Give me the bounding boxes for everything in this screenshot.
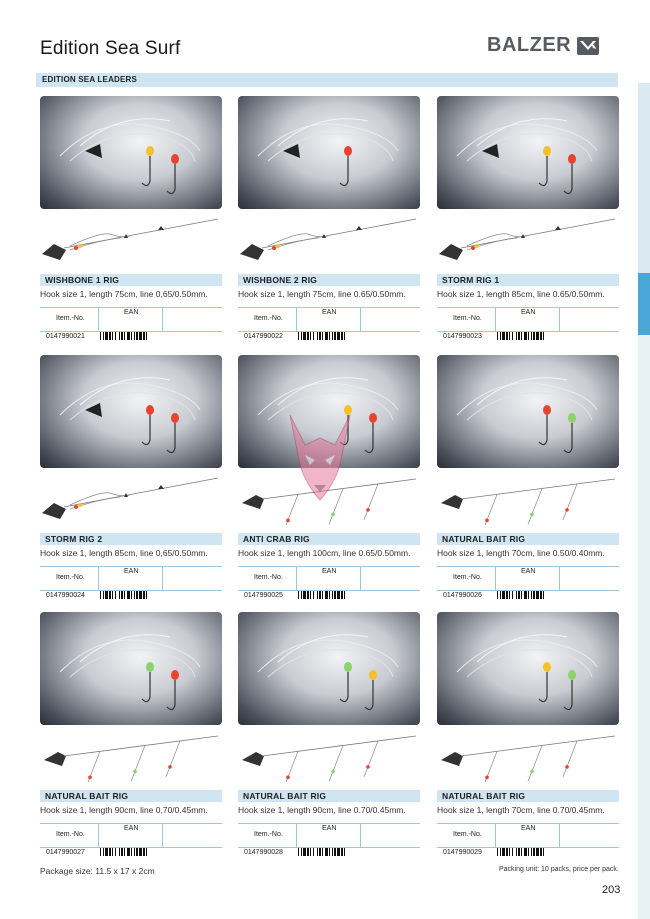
table-divider bbox=[360, 823, 361, 848]
side-tab-active bbox=[638, 273, 650, 335]
product-title-bar bbox=[40, 790, 222, 802]
product-description: Hook size 1, length 75cm, line 0,65/0.50mm. bbox=[40, 289, 208, 299]
product-description: Hook size 1, length 100cm, line 0.65/0.50mm. bbox=[238, 548, 411, 558]
product-title: NATURAL BAIT RIG bbox=[45, 791, 129, 801]
table-divider bbox=[559, 307, 560, 332]
page-number: 203 bbox=[602, 884, 621, 896]
product-title-bar bbox=[40, 533, 222, 545]
item-number: 0147990022 bbox=[244, 333, 283, 340]
table-rule bbox=[40, 566, 222, 567]
item-no-label: Item.-No. bbox=[453, 315, 482, 322]
item-number: 0147990027 bbox=[46, 849, 85, 856]
rig-diagram bbox=[40, 726, 222, 782]
product-info-table bbox=[238, 307, 420, 340]
item-number: 0147990021 bbox=[46, 333, 85, 340]
item-number: 0147990028 bbox=[244, 849, 283, 856]
table-divider bbox=[296, 307, 297, 332]
table-divider bbox=[495, 307, 496, 332]
rig-diagram bbox=[40, 469, 222, 525]
table-rule bbox=[238, 307, 420, 308]
package-size: Package size: 11.5 x 17 x 2cm bbox=[40, 866, 155, 876]
ean-barcode bbox=[100, 589, 162, 600]
product-photo bbox=[238, 96, 420, 209]
ean-label: EAN bbox=[124, 568, 139, 575]
product-title: WISHBONE 2 RIG bbox=[243, 275, 318, 285]
item-no-label: Item.-No. bbox=[56, 574, 85, 581]
item-number: 0147990024 bbox=[46, 592, 85, 599]
product-card bbox=[437, 355, 619, 605]
rig-diagram bbox=[437, 469, 619, 525]
ean-label: EAN bbox=[124, 825, 139, 832]
ean-barcode bbox=[497, 846, 559, 857]
product-info-table bbox=[40, 566, 222, 599]
product-info-table bbox=[40, 307, 222, 340]
rig-diagram bbox=[238, 726, 420, 782]
product-photo bbox=[238, 612, 420, 725]
table-rule bbox=[437, 566, 619, 567]
product-info-table bbox=[437, 823, 619, 856]
item-number: 0147990023 bbox=[443, 333, 482, 340]
rig-diagram bbox=[238, 210, 420, 266]
ean-label: EAN bbox=[322, 568, 337, 575]
table-divider bbox=[98, 307, 99, 332]
product-title-bar bbox=[437, 533, 619, 545]
item-no-label: Item.-No. bbox=[254, 831, 283, 838]
item-number: 0147990026 bbox=[443, 592, 482, 599]
product-description: Hook size 1, length 85cm, line 0,65/0.50mm. bbox=[40, 548, 208, 558]
section-header bbox=[36, 73, 618, 87]
product-title-bar bbox=[437, 790, 619, 802]
product-photo bbox=[40, 612, 222, 725]
ean-barcode bbox=[100, 330, 162, 341]
section-title: EDITION SEA LEADERS bbox=[42, 75, 138, 84]
product-card bbox=[238, 612, 420, 862]
product-card bbox=[238, 96, 420, 346]
table-divider bbox=[360, 566, 361, 591]
table-divider bbox=[296, 566, 297, 591]
product-photo bbox=[40, 355, 222, 468]
brand-name: BALZER bbox=[487, 34, 572, 56]
product-photo bbox=[437, 96, 619, 209]
product-title: NATURAL BAIT RIG bbox=[442, 534, 526, 544]
table-divider bbox=[98, 566, 99, 591]
product-title: ANTI CRAB RIG bbox=[243, 534, 310, 544]
fox-watermark-icon bbox=[280, 410, 360, 505]
brand-logo bbox=[487, 34, 599, 57]
product-info-table bbox=[238, 823, 420, 856]
product-info-table bbox=[40, 823, 222, 856]
product-title-bar bbox=[40, 274, 222, 286]
ean-label: EAN bbox=[322, 825, 337, 832]
product-photo bbox=[40, 96, 222, 209]
product-card bbox=[437, 612, 619, 862]
table-divider bbox=[296, 823, 297, 848]
ean-label: EAN bbox=[521, 309, 536, 316]
ean-barcode bbox=[298, 589, 360, 600]
ean-label: EAN bbox=[521, 825, 536, 832]
item-no-label: Item.-No. bbox=[453, 831, 482, 838]
item-no-label: Item.-No. bbox=[254, 574, 283, 581]
rig-diagram bbox=[40, 210, 222, 266]
product-info-table bbox=[437, 566, 619, 599]
table-divider bbox=[495, 566, 496, 591]
table-divider bbox=[559, 823, 560, 848]
ean-barcode bbox=[100, 846, 162, 857]
table-divider bbox=[162, 307, 163, 332]
item-number: 0147990029 bbox=[443, 849, 482, 856]
item-number: 0147990025 bbox=[244, 592, 283, 599]
product-title-bar bbox=[238, 533, 420, 545]
balzer-fish-logo-icon bbox=[577, 37, 599, 55]
product-info-table bbox=[238, 566, 420, 599]
item-no-label: Item.-No. bbox=[56, 831, 85, 838]
table-divider bbox=[495, 823, 496, 848]
ean-label: EAN bbox=[322, 309, 337, 316]
side-tab-stripe bbox=[638, 83, 650, 919]
product-description: Hook size 1, length 90cm, line 0,70/0.45mm. bbox=[40, 805, 208, 815]
product-description: Hook size 1, length 85cm, line 0.65/0.50mm. bbox=[437, 289, 605, 299]
product-title: STORM RIG 2 bbox=[45, 534, 103, 544]
ean-barcode bbox=[298, 846, 360, 857]
table-rule bbox=[40, 307, 222, 308]
product-title: NATURAL BAIT RIG bbox=[243, 791, 327, 801]
product-card bbox=[40, 355, 222, 605]
product-description: Hook size 1, length 70cm, line 0.70/0.45mm. bbox=[437, 805, 605, 815]
item-no-label: Item.-No. bbox=[453, 574, 482, 581]
product-title: STORM RIG 1 bbox=[442, 275, 500, 285]
product-title: WISHBONE 1 RIG bbox=[45, 275, 120, 285]
ean-label: EAN bbox=[521, 568, 536, 575]
table-divider bbox=[360, 307, 361, 332]
product-card bbox=[40, 612, 222, 862]
product-description: Hook size 1, length 70cm, line 0.50/0.40mm. bbox=[437, 548, 605, 558]
product-card bbox=[40, 96, 222, 346]
item-no-label: Item.-No. bbox=[56, 315, 85, 322]
table-rule bbox=[238, 823, 420, 824]
ean-barcode bbox=[497, 589, 559, 600]
table-rule bbox=[437, 307, 619, 308]
product-title-bar bbox=[437, 274, 619, 286]
rig-diagram bbox=[437, 210, 619, 266]
table-rule bbox=[437, 823, 619, 824]
table-divider bbox=[559, 566, 560, 591]
packing-unit: Packing unit: 10 packs, price per pack. bbox=[499, 866, 619, 873]
product-description: Hook size 1, length 75cm, line 0.65/0.50mm. bbox=[238, 289, 406, 299]
ean-barcode bbox=[298, 330, 360, 341]
table-rule bbox=[238, 566, 420, 567]
rig-diagram bbox=[437, 726, 619, 782]
page-title: Edition Sea Surf bbox=[40, 38, 181, 59]
product-card bbox=[437, 96, 619, 346]
product-title: NATURAL BAIT RIG bbox=[442, 791, 526, 801]
ean-barcode bbox=[497, 330, 559, 341]
table-divider bbox=[162, 566, 163, 591]
product-title-bar bbox=[238, 274, 420, 286]
ean-label: EAN bbox=[124, 309, 139, 316]
product-title-bar bbox=[238, 790, 420, 802]
product-photo bbox=[437, 612, 619, 725]
table-rule bbox=[40, 823, 222, 824]
table-divider bbox=[98, 823, 99, 848]
table-divider bbox=[162, 823, 163, 848]
product-info-table bbox=[437, 307, 619, 340]
side-stripe-segment bbox=[638, 83, 650, 279]
product-description: Hook size 1, length 90cm, line 0.70/0.45mm. bbox=[238, 805, 406, 815]
product-photo bbox=[437, 355, 619, 468]
item-no-label: Item.-No. bbox=[254, 315, 283, 322]
